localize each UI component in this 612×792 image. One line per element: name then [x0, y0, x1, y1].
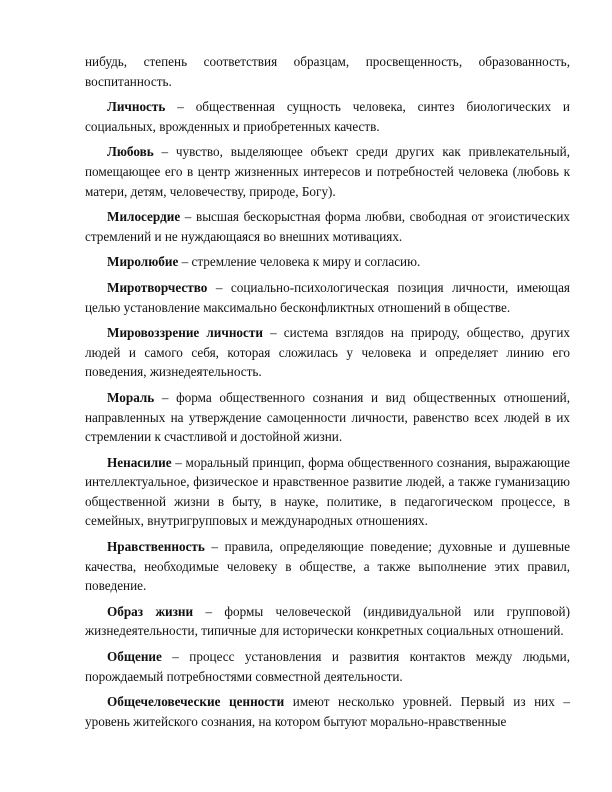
definition-lyubov	[85, 142, 570, 201]
definition-text: имеют несколько уровней. Первый из них – уровень житейского сознания, на котором бытуют морально-нравственные	[85, 694, 570, 729]
definition-lichnost	[85, 97, 570, 136]
definition-miloserdie	[85, 207, 570, 246]
term: Общечеловеческие ценности	[107, 694, 285, 710]
term: Мораль	[107, 389, 155, 405]
paragraph-continuation	[85, 52, 570, 91]
term: Общение	[107, 649, 162, 665]
definition-text: – моральный принцип, форма общественного сознания, выражающие интеллектуальное, физическое и нравственное развитие людей, а также гуманизацию общественной жизни в быту, в науке, политике, в педагогическом процессе, в семейных, внутригрупповых и международных отношениях.	[85, 454, 570, 529]
definition-text: – правила, определяющие поведение; духовные и душевные качества, необходимые человеку в обществе, а также выполнение этих правил, поведение.	[85, 539, 570, 594]
definition-text: – форма общественного сознания и вид общественных отношений, направленных на утверждение самоценности личности, равенство всех людей в их стремлении к счастливой и достойной жизни.	[85, 389, 570, 445]
term: Милосердие	[107, 209, 181, 225]
definition-text: – стремление человека к миру и согласию.	[178, 254, 421, 270]
definition-text: – высшая бескорыстная форма любви, свободная от эгоистических стремлений и не нуждающаяся во внешних мотивациях.	[85, 209, 570, 244]
term: Миролюбие	[107, 254, 179, 270]
term: Образ жизни	[107, 603, 194, 619]
term: Нравственность	[107, 539, 205, 555]
definition-text: – чувство, выделяющее объект среди других как привлекательный, помещающее его в центр жизненных интересов и потребностей человека (любовь к матери, детям, человечеству, природе, Богу).	[85, 144, 570, 199]
definition-obshchechelovecheskie-tsennosti	[85, 692, 570, 731]
definition-text: – общественная сущность человека, синтез биологических и социальных, врожденных и приобретенных качеств.	[85, 99, 570, 134]
definition-obshchenie	[85, 647, 570, 686]
definition-text: – процесс установления и развития контактов между людьми, порождаемый потребностями совместной деятельности.	[85, 649, 570, 684]
term: Ненасилие	[107, 454, 172, 470]
term: Миротворчество	[107, 279, 208, 295]
definition-text: – система взглядов на природу, общество, других людей и самого себя, которая сложилась у человека и определяет линию его поведения, жизнедеятельность.	[85, 325, 570, 380]
definition-mirolyubie	[85, 252, 570, 272]
definition-nravstvennost	[85, 537, 570, 596]
term: Любовь	[107, 144, 154, 160]
definition-mirotvorchestvo	[85, 278, 570, 317]
definition-mirovozzrenie	[85, 323, 570, 382]
definition-obraz-zhizni	[85, 602, 570, 641]
term: Личность	[107, 99, 166, 115]
document-page	[85, 52, 570, 737]
definition-moral	[85, 388, 570, 447]
paragraph-text: нибудь, степень соответствия образцам, просвещенность, образованность, воспитанность.	[85, 54, 570, 89]
definition-text: – формы человеческой (индивидуальной или групповой) жизнедеятельности, типичные для исторически конкретных социальных отношений.	[85, 603, 570, 639]
definition-nenasilie	[85, 453, 570, 531]
term: Мировоззрение личности	[107, 325, 263, 341]
definition-text: – социально-психологическая позиция личности, имеющая целью установление максимально бесконфликтных отношений в обществе.	[85, 279, 570, 315]
